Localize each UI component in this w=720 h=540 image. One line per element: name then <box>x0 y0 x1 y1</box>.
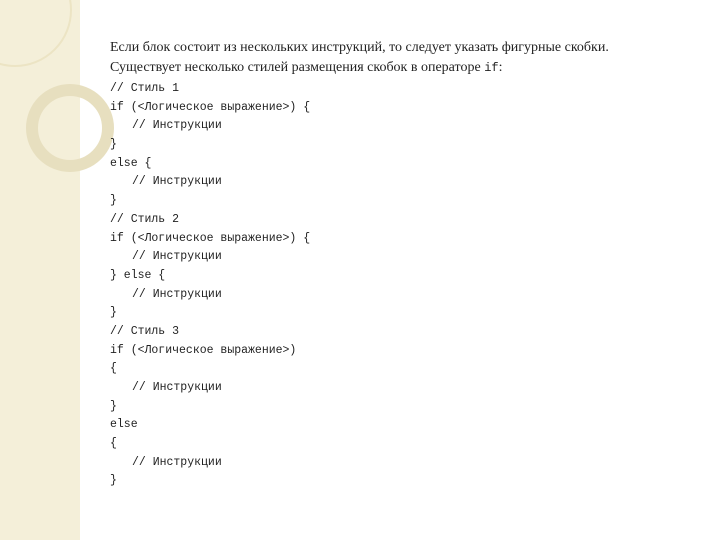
slide-content <box>110 38 700 491</box>
code-line: if (<Логическое выражение>) { <box>110 100 311 114</box>
intro-line-2-colon: : <box>498 60 503 75</box>
code-line: { <box>110 437 117 451</box>
intro-line-1: Если блок состоит из нескольких инструкций, то следует указать фигурные скобки. <box>110 40 609 55</box>
code-line: // Стиль 2 <box>110 212 180 226</box>
code-line: } <box>110 194 117 208</box>
code-line: // Инструкции <box>132 119 222 133</box>
code-line: { <box>110 362 117 376</box>
intro-paragraph <box>110 38 700 78</box>
code-line: } <box>110 306 117 320</box>
code-line: else { <box>110 156 152 170</box>
code-line: // Инструкции <box>132 287 222 301</box>
code-line: // Стиль 1 <box>110 82 180 95</box>
code-line: if (<Логическое выражение>) { <box>110 231 311 245</box>
code-line: } <box>110 138 117 152</box>
code-line: if (<Логическое выражение>) <box>110 343 297 357</box>
code-line: } <box>110 474 117 488</box>
code-block <box>110 80 700 491</box>
intro-line-2-text: Существует несколько стилей размещения скобок в операторе <box>110 60 485 75</box>
code-line: else <box>110 418 138 432</box>
code-line: } else { <box>110 268 166 282</box>
decorative-rings <box>0 0 110 200</box>
code-line: // Инструкции <box>132 455 222 469</box>
code-line: // Инструкции <box>132 250 222 264</box>
code-line: // Инструкции <box>132 175 222 189</box>
ring-small <box>32 90 108 166</box>
inline-code-if: if <box>484 61 499 75</box>
code-line: } <box>110 399 117 413</box>
code-line: // Стиль 3 <box>110 324 180 338</box>
ring-large <box>0 0 71 66</box>
code-line: // Инструкции <box>132 381 222 394</box>
intro-line-2 <box>110 58 700 78</box>
